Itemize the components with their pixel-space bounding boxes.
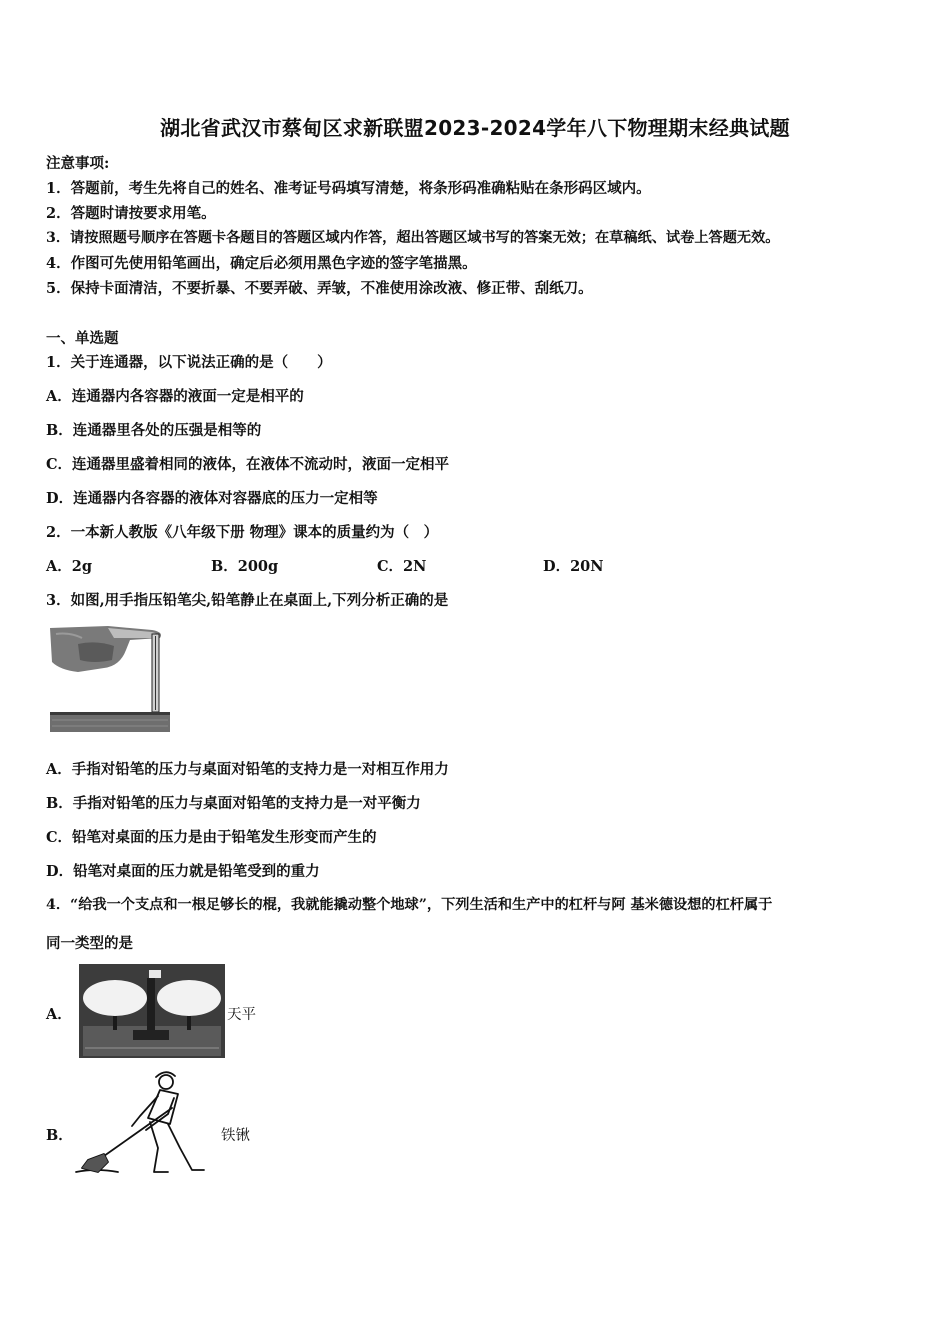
q2-options (46, 555, 604, 576)
q2-option-a: A．2g (46, 558, 92, 575)
q2-option-c: C．2N (377, 558, 427, 575)
q3-stem: 3．如图,用手指压铅笔尖,铅笔静止在桌面上,下列分析正确的是 (46, 592, 449, 609)
balance-scale-image (79, 964, 225, 1058)
q4-option-b-letter: B． (46, 1127, 73, 1144)
q3-option-c: C．铅笔对桌面的压力是由于铅笔发生形变而产生的 (46, 829, 377, 846)
finger-pencil-figure (48, 620, 172, 734)
notice-item-2: 2．答题时请按要求用笔。 (46, 205, 216, 222)
q1-stem: 1．关于连通器，以下说法正确的是（ ） (46, 354, 332, 371)
q1-option-b: B．连通器里各处的压强是相等的 (46, 422, 262, 439)
q4-stem-line1: 4．“给我一个支点和一根足够长的棍，我就能撬动整个地球”，下列生活和生产中的杠杆与阿 基米德设想的杠杆属于 (46, 897, 773, 913)
notice-heading: 注意事项: (46, 155, 110, 172)
q2-option-d: D．20N (543, 558, 604, 575)
notice-item-1: 1．答题前，考生先将自己的姓名、准考证号码填写清楚，将条形码准确粘贴在条形码区域内。 (46, 180, 651, 197)
page-title: 湖北省武汉市蔡甸区求新联盟2023-2024学年八下物理期末经典试题 (160, 116, 790, 140)
notice-item-3: 3．请按照题号顺序在答题卡各题目的答题区域内作答，超出答题区域书写的答案无效；在草稿纸、试卷上答题无效。 (46, 230, 780, 246)
notice-item-5: 5．保持卡面清洁，不要折暴、不要弄破、弄皱，不准使用涂改液、修正带、刮纸刀。 (46, 280, 593, 297)
section-heading: 一、单选题 (46, 330, 119, 347)
q1-option-d: D．连通器内各容器的液体对容器底的压力一定相等 (46, 490, 378, 507)
q2-stem: 2．一本新人教版《八年级下册 物理》课本的质量约为（ ） (46, 524, 439, 541)
q4-option-a-text: 天平 (227, 1007, 256, 1023)
q1-option-c: C．连通器里盛着相同的液体，在液体不流动时，液面一定相平 (46, 456, 450, 473)
q3-option-d: D．铅笔对桌面的压力就是铅笔受到的重力 (46, 863, 320, 880)
q3-option-a: A．手指对铅笔的压力与桌面对铅笔的支持力是一对相互作用力 (46, 761, 449, 778)
q4-stem-line2: 同一类型的是 (46, 935, 133, 952)
shovel-worker-image (74, 1068, 216, 1176)
notice-item-4: 4．作图可先使用铅笔画出，确定后必须用黑色字迹的签字笔描黑。 (46, 255, 477, 272)
q1-option-a: A．连通器内各容器的液面一定是相平的 (46, 388, 304, 405)
q4-option-b-text: 铁锹 (221, 1128, 250, 1144)
q3-option-b: B．手指对铅笔的压力与桌面对铅笔的支持力是一对平衡力 (46, 795, 421, 812)
q2-option-b: B．200g (211, 558, 279, 575)
q4-option-a-letter: A． (46, 1006, 72, 1023)
